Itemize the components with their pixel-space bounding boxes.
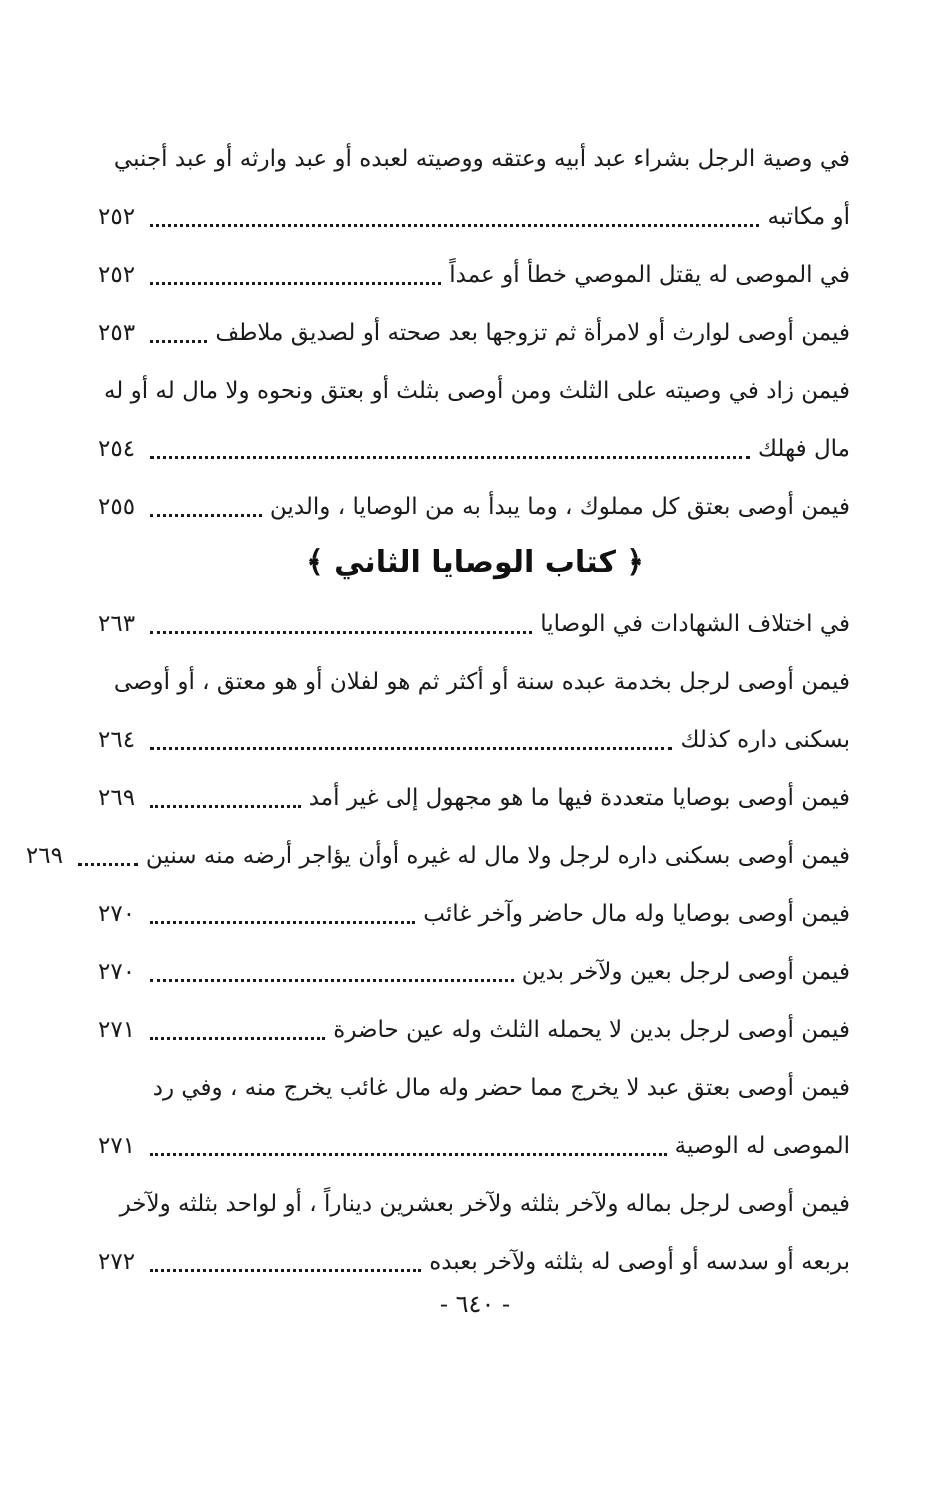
toc-entry-line xyxy=(98,478,850,536)
toc-entry-line xyxy=(98,1059,850,1117)
toc-entry-line xyxy=(25,827,850,885)
toc-entry-text: مال فهلك xyxy=(758,436,850,462)
toc-page-number: ٢٥٢ xyxy=(98,262,136,288)
toc-page-number: ٢٦٤ xyxy=(98,727,136,753)
toc-entry-text: الموصى له الوصية xyxy=(674,1133,850,1159)
toc-page-number: ٢٧١ xyxy=(98,1017,136,1043)
dot-leader xyxy=(150,282,441,285)
toc-entry-text: فيمن أوصى بوصايا متعددة فيها ما هو مجهول إلى غير أمد xyxy=(308,785,850,811)
dot-leader xyxy=(150,979,514,982)
toc-entry-line xyxy=(98,885,850,943)
dot-leader xyxy=(150,224,759,227)
toc-entry-text: فيمن أوصى بعتق كل مملوك ، وما يبدأ به من الوصايا ، والدين xyxy=(269,494,850,520)
toc-entry-line xyxy=(98,595,850,653)
toc-page-number: ٢٥٥ xyxy=(98,494,136,520)
toc-entry-text: في اختلاف الشهادات في الوصايا xyxy=(540,611,850,637)
toc-entry-line xyxy=(98,1117,850,1175)
toc-section-2 xyxy=(25,595,850,1291)
toc-entry-text: فيمن أوصى لرجل بخدمة عبده سنة أو أكثر ثم هو لفلان أو هو معتق ، أو أوصى xyxy=(113,669,850,695)
toc-entry-text: في الموصى له يقتل الموصي خطأ أو عمداً xyxy=(449,262,850,288)
toc-entry-line xyxy=(98,246,850,304)
toc-entry-line xyxy=(98,943,850,1001)
toc-entry-text: فيمن زاد في وصيته على الثلث ومن أوصى بثلث أو بعتق ونحوه ولا مال له أو له xyxy=(103,378,850,404)
toc-page-number: ٢٧٠ xyxy=(98,901,136,927)
dot-leader xyxy=(150,631,532,634)
toc-page-number: ٢٧٠ xyxy=(98,959,136,985)
dot-leader xyxy=(150,747,672,750)
dot-leader xyxy=(78,863,138,866)
toc-page-number: ٢٧٢ xyxy=(98,1249,136,1275)
toc-entry-text: فيمن أوصى لرجل بماله ولآخر بثلثه ولآخر بعشرين ديناراً ، أو لواحد بثلثه ولآخر xyxy=(119,1191,850,1217)
toc-entry-line xyxy=(98,653,850,711)
toc-entry-text: أو مكاتبه xyxy=(767,204,850,230)
toc-entry-line xyxy=(98,130,850,188)
toc-entry-line xyxy=(98,1175,850,1233)
toc-page-number: ٢٦٣ xyxy=(98,611,136,637)
toc-entry-line xyxy=(98,1233,850,1291)
page-number-footer: - ٦٤٠ - xyxy=(439,1290,511,1318)
dot-leader xyxy=(150,921,415,924)
dot-leader xyxy=(150,340,207,343)
section-heading: ﴿ كتاب الوصايا الثاني ﴾ xyxy=(306,545,644,580)
toc-entry-text: فيمن أوصى لوارث أو لامرأة ثم تزوجها بعد صحته أو لصديق ملاطف xyxy=(215,320,850,346)
toc-entry-text: بربعه أو سدسه أو أوصى له بثلثه ولآخر بعبده xyxy=(429,1249,850,1275)
toc-entry-text: فيمن أوصى لرجل بعين ولآخر بدين xyxy=(521,959,850,985)
toc-page-number: ٢٦٩ xyxy=(98,785,136,811)
toc-entry-text: فيمن أوصى بعتق عبد لا يخرج مما حضر وله مال غائب يخرج منه ، وفي رد xyxy=(152,1075,850,1101)
dot-leader xyxy=(150,1269,421,1272)
toc-page-number: ٢٥٤ xyxy=(98,436,136,462)
toc-entry-line xyxy=(98,711,850,769)
dot-leader xyxy=(150,456,750,459)
dot-leader xyxy=(150,1037,325,1040)
toc-page-number: ٢٦٩ xyxy=(25,843,63,869)
toc-entry-text: فيمن أوصى لرجل بدين لا يحمله الثلث وله عين حاضرة xyxy=(333,1017,850,1043)
toc-entry-text: في وصية الرجل بشراء عبد أبيه وعتقه ووصيته لعبده أو عبد وارثه أو عبد أجنبي xyxy=(113,146,850,172)
toc-entry-line xyxy=(98,304,850,362)
toc-entry-line xyxy=(98,1001,850,1059)
dot-leader xyxy=(150,514,262,517)
dot-leader xyxy=(150,805,301,808)
toc-entry-line xyxy=(98,769,850,827)
toc-entry-line xyxy=(98,420,850,478)
toc-page-number: ٢٧١ xyxy=(98,1133,136,1159)
toc-section-1 xyxy=(98,130,850,536)
toc-page-number: ٢٥٣ xyxy=(98,320,136,346)
toc-entry-line xyxy=(98,188,850,246)
toc-entry-text: فيمن أوصى بسكنى داره لرجل ولا مال له غيره أوأن يؤاجر أرضه منه سنين xyxy=(145,843,850,869)
toc-entry-text: بسكنى داره كذلك xyxy=(680,727,850,753)
toc-page-number: ٢٥٢ xyxy=(98,204,136,230)
toc-entry-text: فيمن أوصى بوصايا وله مال حاضر وآخر غائب xyxy=(423,901,850,927)
toc-entry-line xyxy=(98,362,850,420)
dot-leader xyxy=(150,1153,667,1156)
